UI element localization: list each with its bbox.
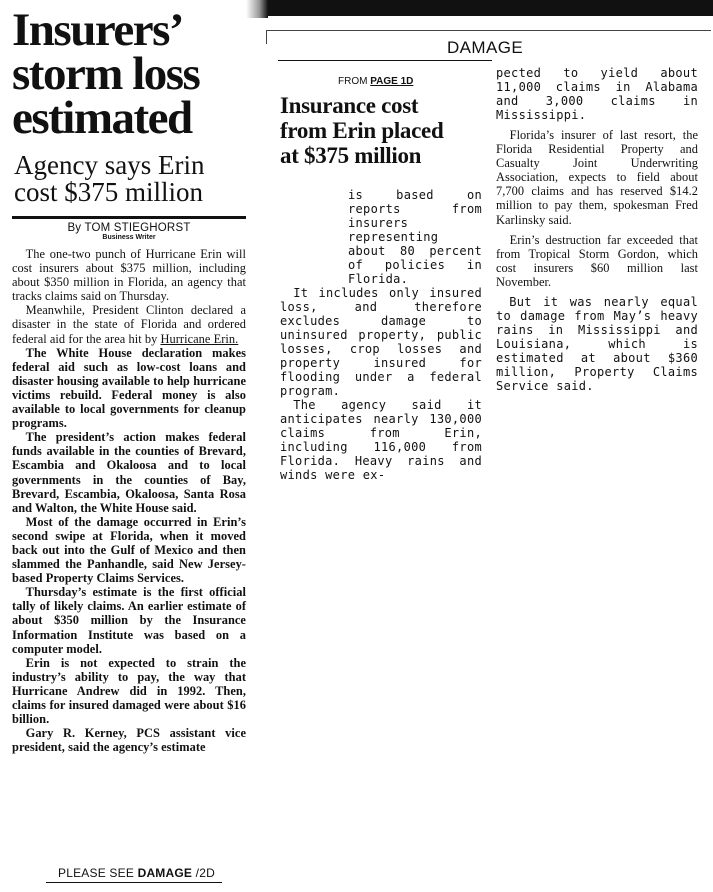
paragraph: Erin is not expected to strain the industry’s ability to pay, the way that Hurricane Andrew did in 1992. Then, claims for insured damaged were about $16 billion. [12, 655, 246, 727]
paragraph: Most of the damage occurred in Erin’s second swipe at Florida, when it moved back out into the Gulf of Mexico and then slammed the Panhandle, said New Jersey-based Property Claims Services. [12, 514, 246, 586]
scan-smudge [246, 0, 268, 18]
jump-rule [46, 882, 222, 883]
cont-headline-line-2: from Erin placed [280, 118, 444, 143]
jump-keyword: DAMAGE [137, 866, 193, 880]
cont-headline-line-3: at $375 million [280, 143, 422, 168]
paragraph: Erin’s destruction far exceeded that from Tropical Storm Gordon, which cost insurers $60 million last November. [496, 232, 698, 289]
section-rule [278, 60, 492, 61]
headline-line-3: estimated [12, 92, 192, 144]
byline-rule [12, 216, 246, 219]
continuation-headline [280, 93, 482, 168]
from-page: PAGE 1D [370, 76, 414, 87]
headline-line-1: Insurers’ [12, 4, 184, 56]
frame-rule-left [266, 30, 267, 44]
jump-suffix: /2D [192, 866, 215, 880]
paragraph: The one-two punch of Hurricane Erin will cost insurers about $375 million, including about $350 million in Florida, an agency that tracks claims said on Thursday. [12, 247, 246, 304]
frame-rule [266, 30, 711, 31]
subhead-line-2: cost $375 million [14, 177, 203, 207]
headline [12, 4, 246, 144]
paragraph: The White House declaration makes federal aid such as low-cost loans and disaster housing available to help hurricane victims rebuild. Federal money is also available to local governments for cleanup programs. [12, 345, 246, 431]
paragraph: The president’s action makes federal funds available in the counties of Brevard, Escambia and Okaloosa and to local governments in the counties of Bay, Brevard, Escambia, Okaloosa, Santa Rosa and Walton, the White House said. [12, 430, 246, 515]
headline-line-2: storm loss [12, 48, 200, 100]
paragraph-text: Meanwhile, President Clinton declared a disaster in the state of Florida and ordered federal aid for the area hit by [12, 303, 246, 346]
subhead-line-1: Agency says Erin [14, 150, 205, 180]
continuation-article-right [496, 66, 698, 393]
top-print-bar [262, 0, 713, 16]
paragraph: Gary R. Kerney, PCS assistant vice president, said the agency’s estimate [12, 726, 246, 755]
byline: By TOM STIEGHORST [67, 222, 191, 234]
paragraph: Florida’s insurer of last resort, the Florida Residential Property and Casualty Joint Underwriting Association, expects to field about 7,700 claims and has reserved $14.2 million to pay them, spokesman Fred Karlinsky said. [496, 128, 698, 227]
jump-line [58, 866, 215, 880]
paragraph: pected to yield about 11,000 claims in Alabama and 3,000 claims in Mississippi. [496, 66, 698, 122]
from-prefix: FROM [338, 76, 371, 87]
paragraph: is based on reports from insurers representing about 80 percent of policies in Florida. [348, 188, 482, 286]
paragraph: Thursday’s estimate is the first official tally of likely claims. An earlier estimate of about $350 million by the Insurance Information Institute was based on a computer model. [12, 585, 246, 656]
paragraph: The agency said it anticipates nearly 130,000 claims from Erin, including 116,000 from Florida. Heavy rains and winds were ex- [280, 398, 482, 482]
cont-headline-line-1: Insurance cost [280, 93, 419, 118]
section-label: DAMAGE [447, 38, 524, 57]
jump-prefix: PLEASE SEE [58, 866, 138, 880]
continuation-article [280, 66, 482, 482]
front-page-article [12, 0, 246, 754]
underlined-phrase: Hurricane Erin. [160, 331, 239, 346]
from-page-line [338, 76, 482, 87]
paragraph: But it was nearly equal to damage from May’s heavy rains in Mississippi and Louisiana, which is estimated at about $360 million, Property Claims Service said. [496, 295, 698, 394]
paragraph [12, 303, 246, 345]
paragraph: It includes only insured loss, and therefore excludes damage to uninsured property, public losses, crop losses and property insured for flooding under a federal program. [280, 286, 482, 398]
subheadline [14, 152, 246, 206]
byline-title: Business Writer [102, 234, 156, 241]
